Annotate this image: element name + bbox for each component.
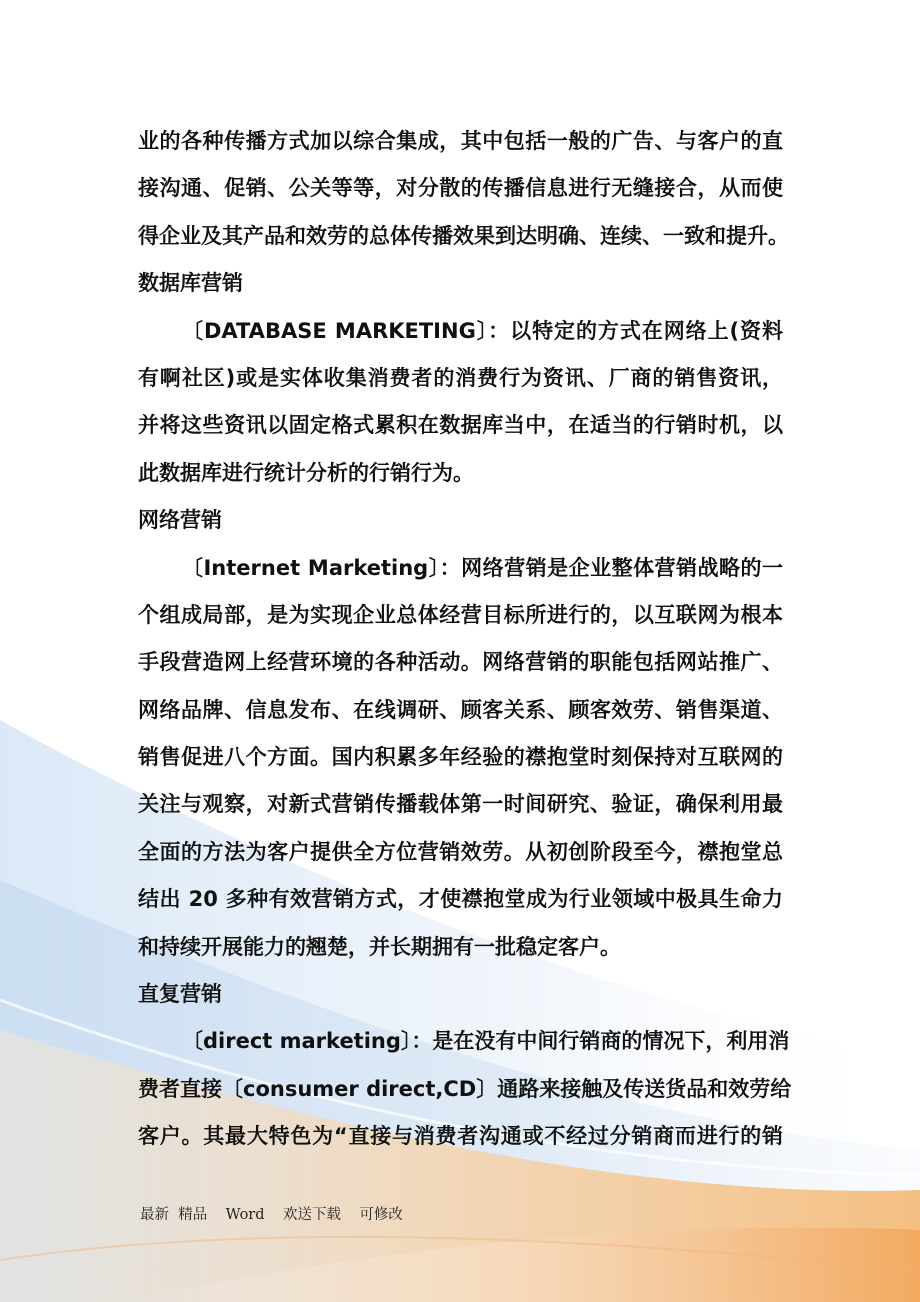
text-line: 得企业及其产品和效劳的总体传播效果到达明确、连续、一致和提升。 — [138, 223, 789, 248]
page-footer: 最新 精品 Word 欢送下载 可修改 — [140, 1207, 403, 1223]
document-body — [138, 118, 792, 1161]
text-line: 〔direct marketing〕：是在没有中间行销商的情况下，利用消 — [182, 1029, 790, 1054]
text-line: 手段营造网上经营环境的各种活动。网络营销的职能包括网站推广、 — [138, 650, 783, 675]
text-line: 接沟通、促销、公关等等，对分散的传播信息进行无缝接合，从而使 — [138, 176, 783, 201]
text-line: 〔DATABASE MARKETING〕：以特定的方式在网络上(资料 — [182, 318, 783, 343]
text-line: 和持续开展能力的翘楚，并长期拥有一批稳定客户。 — [138, 934, 621, 959]
section-heading-network-marketing: 网络营销 — [138, 508, 222, 533]
text-line: 并将这些资讯以固定格式累积在数据库当中，在适当的行销时机，以 — [138, 413, 783, 438]
text-line: 销售促进八个方面。国内积累多年经验的襟抱堂时刻保持对互联网的 — [138, 745, 783, 770]
text-line: 客户。其最大特色为“直接与消费者沟通或不经过分销商而进行的销 — [138, 1124, 783, 1149]
text-line: 网络品牌、信息发布、在线调研、顾客关系、顾客效劳、销售渠道、 — [138, 697, 783, 722]
paragraph-intro — [138, 118, 789, 260]
text-line: 结出 20 多种有效营销方式，才使襟抱堂成为行业领域中极具生命力 — [138, 887, 783, 912]
text-line: 全面的方法为客户提供全方位营销效劳。从初创阶段至今，襟抱堂总 — [138, 839, 783, 864]
text-line: 费者直接〔consumer direct,CD〕通路来接触及传送货品和效劳给 — [138, 1076, 792, 1101]
text-line: 个组成局部，是为实现企业总体经营目标所进行的，以互联网为根本 — [138, 602, 783, 627]
paragraph-direct-marketing — [138, 1018, 792, 1160]
section-heading-database-marketing: 数据库营销 — [138, 271, 243, 296]
text-line: 关注与观察，对新式营销传播载体第一时间研究、验证，确保利用最 — [138, 792, 783, 817]
paragraph-network-marketing — [138, 545, 783, 972]
text-line: 业的各种传播方式加以综合集成，其中包括一般的广告、与客户的直 — [138, 129, 783, 153]
text-line: 有啊社区)或是实体收集消费者的消费行为资讯、厂商的销售资讯， — [138, 365, 783, 390]
section-heading-direct-marketing: 直复营销 — [138, 982, 222, 1007]
text-line: 〔Internet Marketing〕：网络营销是企业整体营销战略的一 — [182, 555, 783, 580]
paragraph-database-marketing — [138, 308, 783, 498]
text-line: 此数据库进行统计分析的行销行为。 — [138, 460, 474, 485]
